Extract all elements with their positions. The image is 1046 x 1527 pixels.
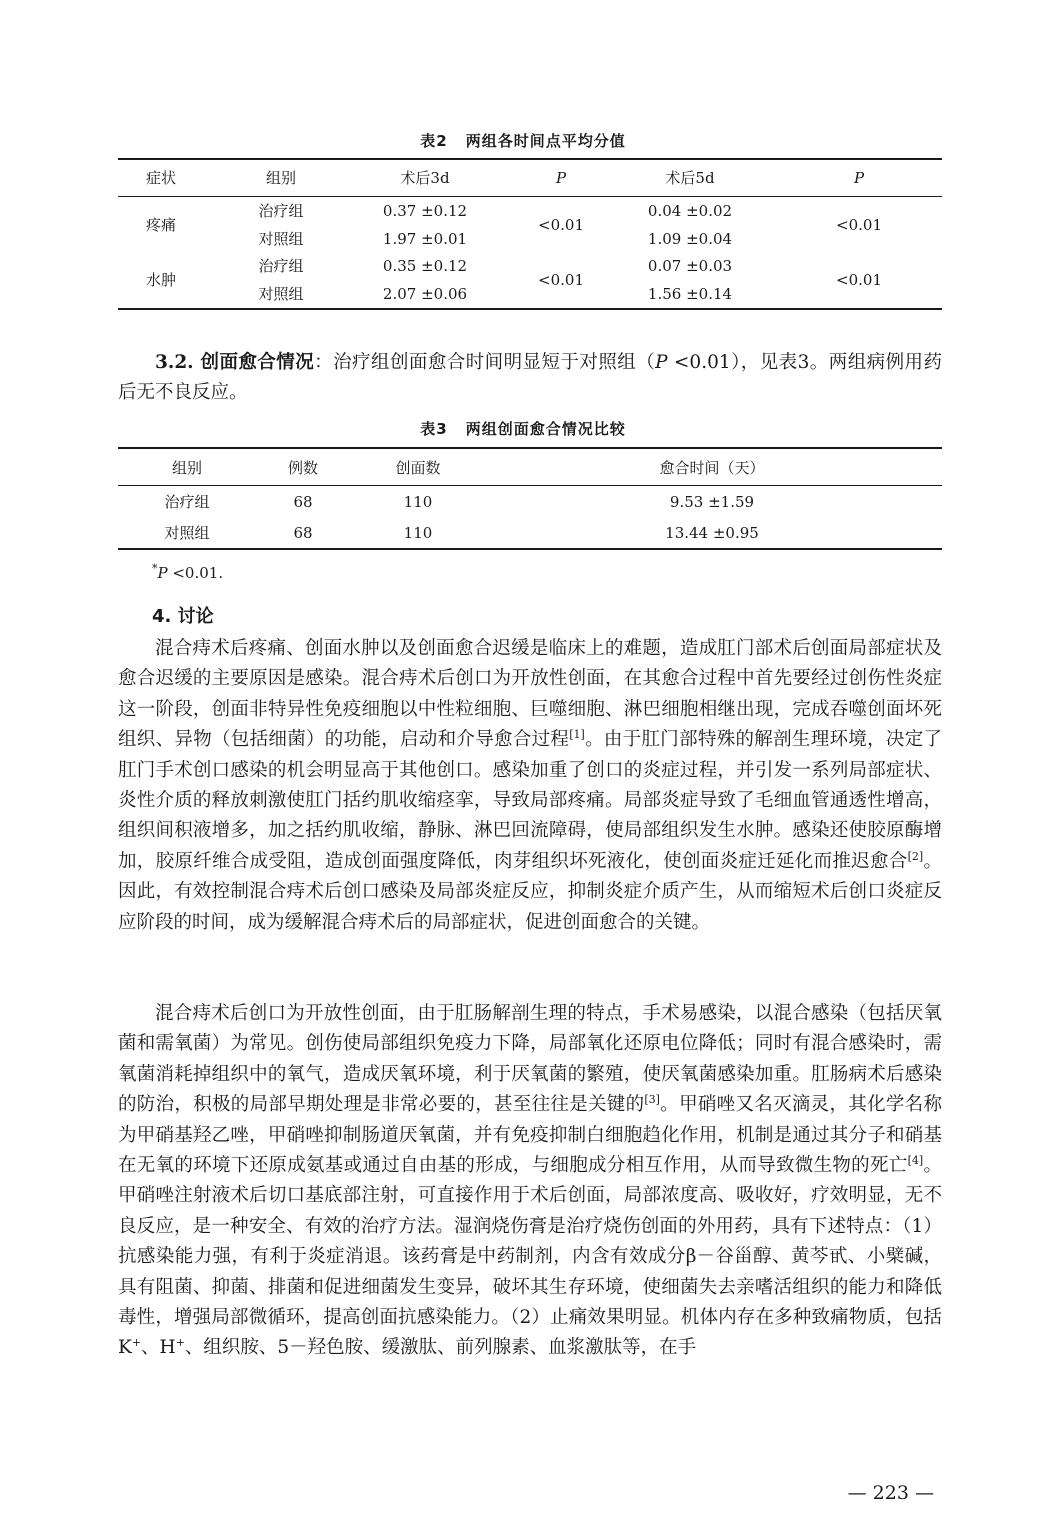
- table3-cell: 对照组: [164, 524, 210, 542]
- footnote-mark: *: [152, 562, 158, 575]
- table2-bottom-rule: [118, 308, 942, 310]
- table2-group-label: 治疗组: [258, 202, 304, 220]
- table3-header-wounds: 创面数: [395, 459, 441, 477]
- paragraph-text: 。由于肛门部特殊的解剖生理环境，决定了肛门手术创口感染的机会明显高于其他创口。感染加重了创口的炎症过程，并引发一系列局部症状、炎性介质的释放刺激使肛门括约肌收缩痉挛，导致局部疼痛。局部炎症导致了毛细血管通透性增高，组织间积液增多，加之括约肌收缩，静脉、淋巴回流障碍，使局部组织发生水肿。感染还使胶原酶增加，胶原纤维合成受阻，造成创面强度降低，肉芽组织坏死液化，使创面炎症迁延化而推迟愈合: [118, 729, 942, 872]
- table2-value: 2.07 ±0.06: [382, 285, 468, 303]
- table3-cell: 68: [293, 493, 313, 511]
- table3-cell: 治疗组: [164, 493, 210, 511]
- paragraph-text: 混合痔术后疼痛、创面水肿以及创面愈合迟缓是临床上的难题，造成肛门部术后创面局部症状及愈合迟缓的主要原因是感染。混合痔术后创口为开放性创面，在其愈合过程中首先要经过创伤性炎症这一阶段，创面非特异性免疫细胞以中性粒细胞、巨噬细胞、淋巴细胞相继出现，完成吞噬创面坏死组织、异物（包括细菌）的功能，启动和介导愈合过程: [118, 638, 942, 751]
- table2-group-label: 对照组: [258, 285, 304, 303]
- table3-cell: 110: [403, 524, 433, 542]
- table3-cell: 9.53 ±1.59: [669, 493, 755, 511]
- section-3-2-title: 3.2. 创面愈合情况: [155, 352, 315, 373]
- section-4-title: 4. 讨论: [152, 606, 214, 627]
- table3-header-healing-time: 愈合时间（天）: [659, 459, 765, 477]
- table3-caption-number: 表3: [420, 420, 448, 438]
- paragraph-text: 。甲硝唑又名灭滴灵，其化学名称为甲硝基羟乙唑，甲硝唑抑制肠道厌氧菌，并有免疫抑制白细胞趋化作用，机制是通过其分子和硝基在无氧的环境下还原成氨基或通过自由基的形成，与细胞成分相互作用，从而导致微生物的死亡: [118, 1094, 942, 1177]
- section-3-2-text: ：治疗组创面愈合时间明显短于对照组（: [314, 352, 656, 373]
- section-3-2-text: <0.01），见表3。两组病例用药后无不良反应。: [118, 352, 942, 404]
- table2-symptom-pain: 疼痛: [145, 216, 177, 234]
- table2-symptom-edema: 水肿: [145, 271, 177, 289]
- table3-header-cases: 例数: [287, 459, 319, 477]
- table2-header-p3: P: [555, 169, 567, 187]
- citation-ref: [2]: [907, 849, 924, 863]
- table2-group-label: 对照组: [258, 230, 304, 248]
- citation-ref: [4]: [907, 1153, 924, 1167]
- table2-caption-number: 表2: [420, 132, 448, 150]
- paragraph-text: 、组织胺、5－羟色胺、缓激肽、前列腺素、血浆激肽等，在手: [184, 1337, 697, 1359]
- table3-header-rule: [118, 485, 942, 486]
- paragraph-text: 混合痔术后创口为开放性创面，由于肛肠解剖生理的特点，手术易感染，以混合感染（包括厌氧菌和需氧菌）为常见。创伤使局部组织免疫力下降，局部氧化还原电位降低；同时有混合感染时，需氧菌消耗掉组织中的氧气，造成厌氧环境，利于厌氧菌的繁殖，使厌氧菌感染加重。肛肠病术后感染的防治，积极的局部早期处理是非常必要的，甚至往往是关键的: [118, 1003, 942, 1116]
- section-3-2-paragraph: [118, 348, 942, 409]
- table2-p-value: <0.01: [538, 216, 584, 234]
- table2-value: 0.35 ±0.12: [382, 257, 468, 275]
- table2-top-rule: [118, 158, 942, 160]
- table3-top-rule: [118, 447, 942, 449]
- table2-header-d5: 术后5d: [665, 169, 715, 187]
- table2-value: 0.04 ±0.02: [647, 202, 733, 220]
- table2-value: 1.09 ±0.04: [647, 230, 733, 248]
- paragraph-text: 、H: [141, 1337, 176, 1359]
- table3-cell: 68: [293, 524, 313, 542]
- table2-header-d3: 术后3d: [400, 169, 450, 187]
- citation-ref: [3]: [644, 1093, 660, 1107]
- paragraph-text: 。甲硝唑注射液术后切口基底部注射，可直接作用于术后创面，局部浓度高、吸收好，疗效明显，无不良反应，是一种安全、有效的治疗方法。湿润烧伤膏是治疗烧伤创面的外用药，具有下述特点：（1）抗感染能力强，有利于炎症消退。该药膏是中药制剂，内含有效成分β－谷甾醇、黄芩甙、小檗碱，具有阻菌、抑菌、排菌和促进细菌发生变异，破坏其生存环境，使细菌失去亲嗜活组织的能力和降低毒性，增强局部微循环，提高创面抗感染能力。（2）止痛效果明显。机体内存在多种致痛物质，包括K: [118, 1155, 942, 1359]
- superscript-plus: +: [175, 1336, 185, 1350]
- citation-ref: [1]: [569, 728, 585, 742]
- table2-caption: [0, 130, 1046, 151]
- table3-bottom-rule: [118, 548, 942, 550]
- footnote-p-symbol: P: [157, 564, 168, 582]
- table3-caption: [0, 418, 1046, 439]
- discussion-paragraph-1: [118, 634, 942, 938]
- table3-footnote: [152, 564, 223, 582]
- table2-value: 0.37 ±0.12: [382, 202, 468, 220]
- table2-value: 1.97 ±0.01: [382, 230, 468, 248]
- page-number: — 223 —: [847, 1482, 934, 1504]
- table2-p-value: <0.01: [836, 271, 882, 289]
- table2-group-label: 治疗组: [258, 257, 304, 275]
- table2-value: 0.07 ±0.03: [647, 257, 733, 275]
- table3-header-group: 组别: [171, 459, 203, 477]
- table2-caption-text: 两组各时间点平均分值: [465, 132, 626, 150]
- table2-p-value: <0.01: [836, 216, 882, 234]
- footnote-text: <0.01.: [167, 564, 224, 582]
- table3-caption-text: 两组创面愈合情况比较: [465, 420, 626, 438]
- table2-header-symptom: 症状: [145, 169, 177, 187]
- section-3-2-p-symbol: P: [655, 352, 668, 373]
- discussion-paragraph-2: [118, 999, 942, 1364]
- table2-header-group: 组别: [265, 169, 297, 187]
- table2-header-rule: [118, 196, 942, 197]
- table3-cell: 13.44 ±0.95: [665, 524, 759, 542]
- table2-value: 1.56 ±0.14: [647, 285, 733, 303]
- table2-p-value: <0.01: [538, 271, 584, 289]
- table3-cell: 110: [403, 493, 433, 511]
- table2-header-p5: P: [853, 169, 865, 187]
- paragraph-text: 。因此，有效控制混合痔术后创口感染及局部炎症反应，抑制炎症介质产生，从而缩短术后创口炎症反应阶段的时间，成为缓解混合痔术后的局部症状，促进创面愈合的关键。: [118, 850, 942, 933]
- superscript-plus: +: [131, 1336, 142, 1350]
